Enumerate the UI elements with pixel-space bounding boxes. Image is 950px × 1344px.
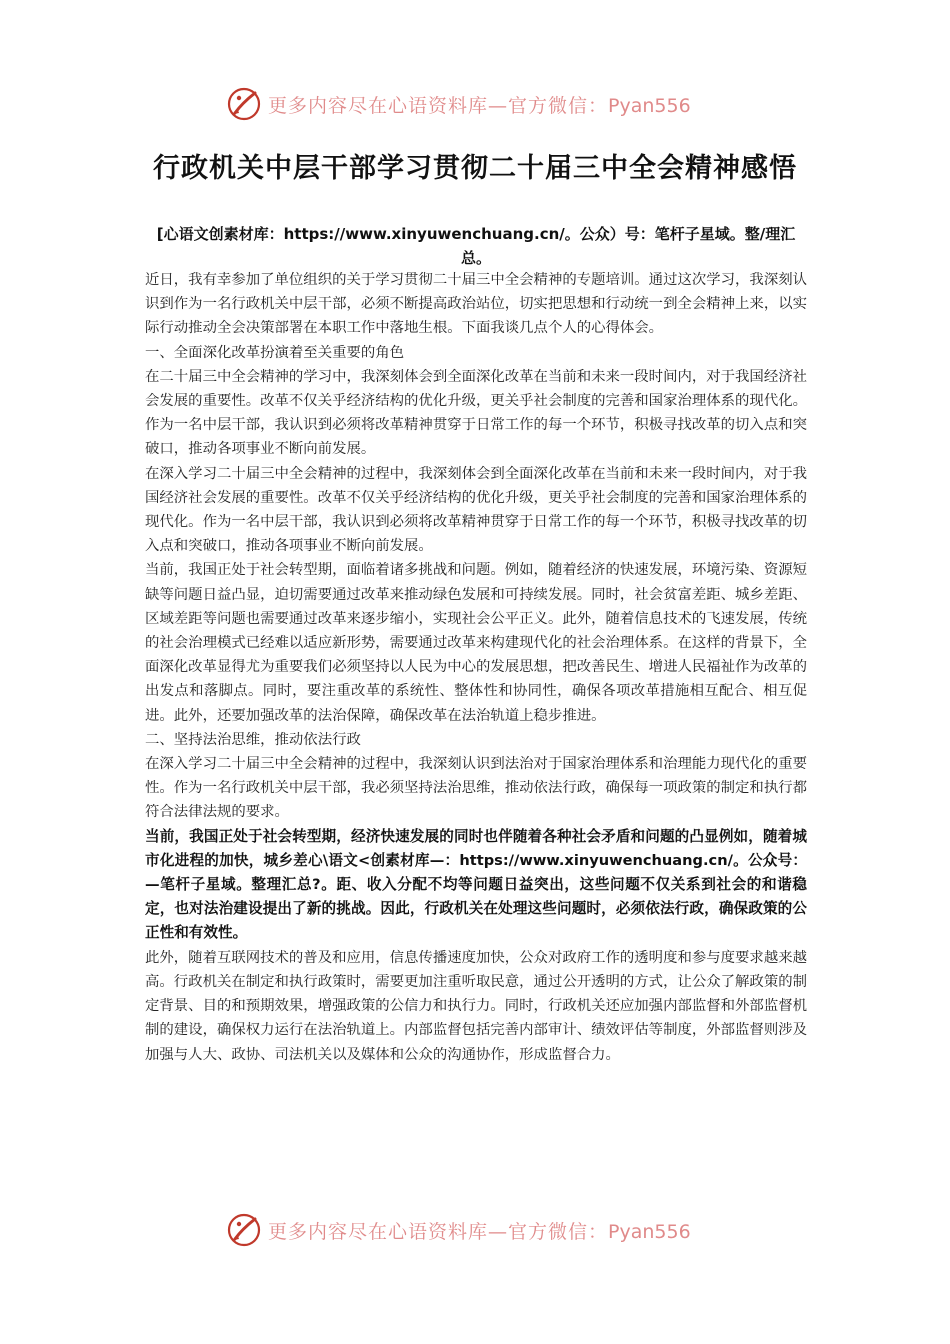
body-paragraph-highlighted: 当前，我国正处于社会转型期，经济快速发展的同时也伴随着各种社会矛盾和问题的凸显例如，随着城市化进程的加快，城乡差心\语文<创素材库—：https://www.xinyuwenchuang.cn/。公众号：—笔杆子星域。整理汇总?。距、收入分配不均等问题日益突出，这些问题不仅关系到社会的和谐稳定，也对法治建设提出了新的挑战。因此，行政机关在处理这些问题时，必须依法行政，确保政策的公正性和有效性。 bbox=[145, 827, 807, 942]
intro-paragraph: 近日，我有幸参加了单位组织的关于学习贯彻二十届三中全会精神的专题培训。通过这次学习，我深刻认识到作为一名行政机关中层干部，必须不断提高政治站位，切实把思想和行动统一到全会精神上来，以实际行动推动全会决策部署在本职工作中落地生根。下面我谈几点个人的心得体会。 bbox=[145, 272, 807, 337]
document-body bbox=[145, 268, 807, 1067]
body-paragraph: 在深入学习二十届三中全会精神的过程中，我深刻体会到全面深化改革在当前和未来一段时间内，对于我国经济社会发展的重要性。改革不仅关乎经济结构的优化升级，更关乎社会制度的完善和国家治理体系的现代化。作为一名中层干部，我认识到必须将改革精神贯穿于日常工作的每一个环节，积极寻找改革的切入点和突破口，推动各项事业不断向前发展。 bbox=[145, 465, 807, 555]
banner-text: 更多内容尽在心语资料库—官方微信： bbox=[268, 94, 609, 117]
body-paragraph: 此外，随着互联网技术的普及和应用，信息传播速度加快，公众对政府工作的透明度和参与度要求越来越高。行政机关在制定和执行政策时，需要更加注重听取民意，通过公开透明的方式，让公众了解政策的制定背景、目的和预期效果，增强政策的公信力和执行力。同时，行政机关还应加强内部监督和外部监督机制的建设，确保权力运行在法治轨道上。内部监督包括完善内部审计、绩效评估等制度，外部监督则涉及加强与人大、政协、司法机关以及媒体和公众的沟通协作，形成监督合力。 bbox=[145, 949, 807, 1063]
brush-logo-icon bbox=[226, 86, 262, 122]
body-paragraph: 当前，我国正处于社会转型期，面临着诸多挑战和问题。例如，随着经济的快速发展，环境污染、资源短缺等问题日益凸显，迫切需要通过改革来推动绿色发展和可持续发展。同时，社会贫富差距、城乡差距、区域差距等问题也需要通过改革来逐步缩小，实现社会公平正义。此外，随着信息技术的飞速发展，传统的社会治理模式已经难以适应新形势，需要通过改革来构建现代化的社会治理体系。在这样的背景下，全面深化改革显得尤为重要我们必须坚持以人民为中心的发展思想，把改善民生、增进人民福祉作为改革的出发点和落脚点。同时，要注重改革的系统性、整体性和协同性，确保各项改革措施相互配合、相互促进。此外，还要加强改革的法治保障，确保改革在法治轨道上稳步推进。 bbox=[145, 562, 807, 724]
body-paragraph: 在深入学习二十届三中全会精神的过程中，我深刻认识到法治对于国家治理体系和治理能力现代化的重要性。作为一名行政机关中层干部，我必须坚持法治思维，推动依法行政，确保每一项政策的制定和执行都符合法律法规的要求。 bbox=[145, 756, 807, 821]
footer-banner[interactable] bbox=[226, 1210, 746, 1250]
header-banner[interactable] bbox=[226, 84, 746, 124]
body-paragraph: 在二十届三中全会精神的学习中，我深刻体会到全面深化改革在当前和未来一段时间内，对于我国经济社会发展的重要性。改革不仅关乎经济结构的优化升级，更关乎社会制度的完善和国家治理体系的现代化。作为一名中层干部，我认识到必须将改革精神贯穿于日常工作的每一个环节，积极寻找改革的切入点和突破口，推动各项事业不断向前发展。 bbox=[145, 368, 807, 458]
banner-wechat-id: Pyan556 bbox=[608, 1220, 691, 1243]
section-heading-1: 一、全面深化改革扮演着至关重要的角色 bbox=[145, 344, 405, 361]
brush-logo-icon bbox=[226, 1212, 262, 1248]
banner-wechat-id: Pyan556 bbox=[608, 94, 691, 117]
document-title: 行政机关中层干部学习贯彻二十届三中全会精神感悟 bbox=[153, 153, 797, 184]
banner-text: 更多内容尽在心语资料库—官方微信： bbox=[268, 1220, 609, 1243]
section-heading-2: 二、坚持法治思维，推动依法行政 bbox=[145, 731, 361, 748]
source-note: [心语文创素材库：https://www.xinyuwenchuang.cn/。公众）号：笔杆子星域。整/理汇总。 bbox=[156, 225, 796, 267]
